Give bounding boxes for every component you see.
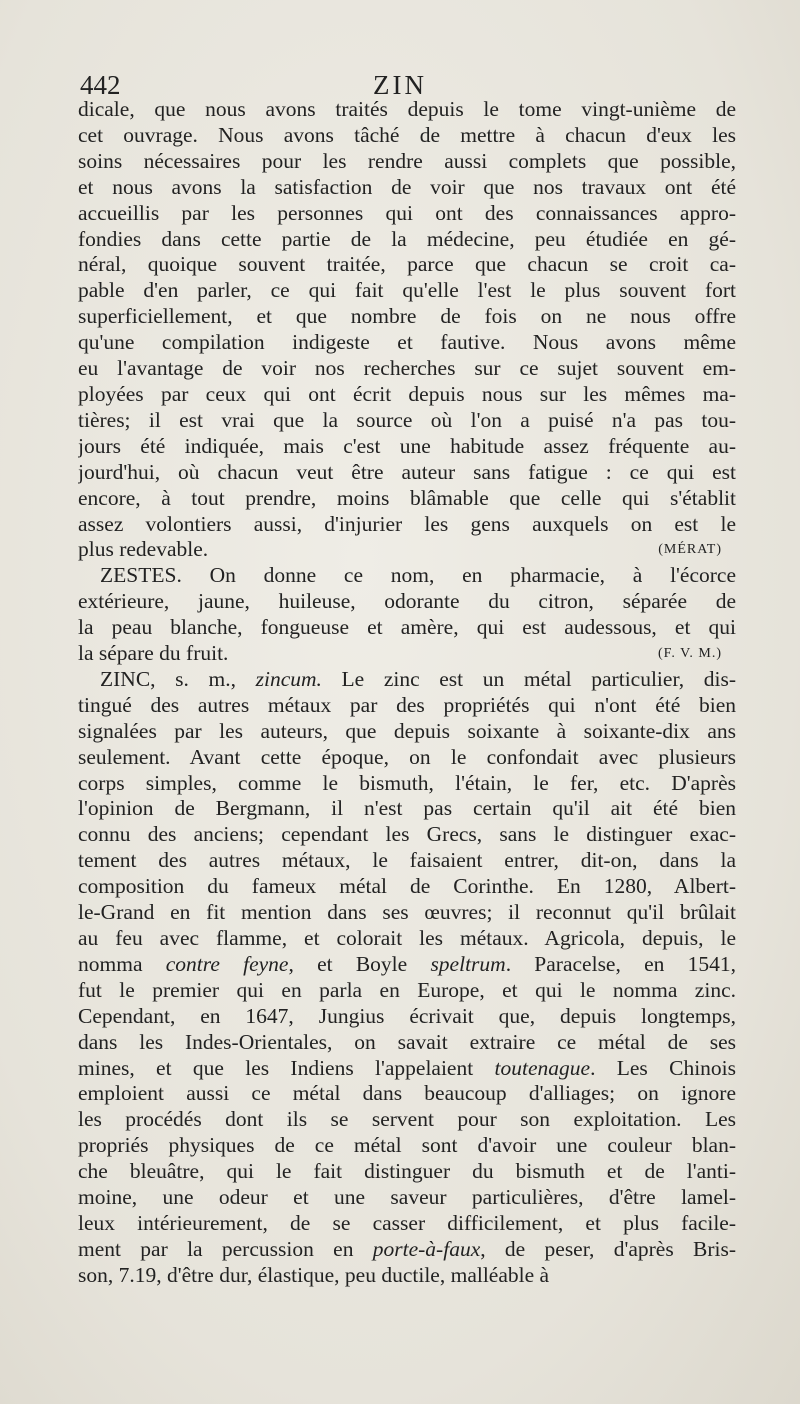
text-line: plus redevable. (MÉRAT) <box>78 537 722 562</box>
text-line: composition du fameux métal de Corinthe. En 1280, Albert- <box>78 874 736 899</box>
entry-headword: ZINC <box>100 666 151 691</box>
page-number: 442 <box>80 70 121 100</box>
author-signature: (MÉRAT) <box>658 542 722 558</box>
text-line: et nous avons la satisfaction de voir que nos travaux ont été <box>78 174 736 199</box>
article-zestes <box>78 563 736 667</box>
italic-term: porte-à-faux <box>372 1236 481 1261</box>
text-line: superficiellement, et que nombre de fois on ne nous offre <box>78 304 736 329</box>
text-line: le-Grand en fit mention dans ses œuvres; il reconnut qu'il brûlait <box>78 900 736 925</box>
text-line: extérieure, jaune, huileuse, odorante du citron, séparée de <box>78 589 736 614</box>
text-line: leux intérieurement, de se casser difficilement, et plus facile- <box>78 1210 736 1235</box>
text-line: tières; il est vrai que la source où l'on a puisé n'a pas tou- <box>78 407 736 432</box>
text-line: seulement. Avant cette époque, on le confondait avec plusieurs <box>78 744 736 769</box>
text-line: moine, une odeur et une saveur particulières, d'être lamel- <box>78 1185 736 1210</box>
text-line: ployées par ceux qui ont écrit depuis nous sur les mêmes ma- <box>78 381 736 406</box>
entry-headword: ZESTES. <box>100 563 182 588</box>
text-line: tement des autres métaux, le faisaient entrer, dit-on, dans la <box>78 848 736 873</box>
text-line: encore, à tout prendre, moins blâmable que celle qui s'établit <box>78 485 736 510</box>
text-line: nomma contre feyne, et Boyle speltrum. Paracelse, en 1541, <box>78 951 736 976</box>
text-line: au feu avec flamme, et colorait les métaux. Agricola, depuis, le <box>78 926 736 950</box>
body-text <box>78 97 736 1289</box>
text-line: eu l'avantage de voir nos recherches sur ce sujet souvent em- <box>78 356 736 381</box>
italic-term: toutenague <box>494 1055 591 1080</box>
article-zinc <box>78 667 736 1289</box>
text-line: Cependant, en 1647, Jungius écrivait que, depuis longtemps, <box>78 1003 736 1028</box>
paragraph-end-of-previous-article <box>78 97 736 563</box>
text-line: emploient aussi ce métal dans beaucoup d'alliages; on ignore <box>78 1081 736 1106</box>
text-line: cet ouvrage. Nous avons tâché de mettre à chacun d'eux les <box>78 122 736 147</box>
text-line: propriés physiques de ce métal sont d'avoir une couleur blan- <box>78 1133 736 1158</box>
text-line: néral, quoique souvent traitée, parce que chacun se croit ca- <box>78 252 736 277</box>
text-line: mines, et que les Indiens l'appelaient toutenague. Les Chinois <box>78 1055 736 1080</box>
italic-term: contre feyne <box>165 951 289 976</box>
text-line: ment par la percussion en porte-à-faux, de peser, d'après Bris- <box>78 1236 736 1261</box>
text-line: la sépare du fruit. (F. V. M.) <box>78 641 722 666</box>
text-line: la peau blanche, fongueuse et amère, qui est audessous, et qui <box>78 615 736 640</box>
text-line: tingué des autres métaux par des propriétés qui n'ont été bien <box>78 692 736 717</box>
text-line: fut le premier qui en parla en Europe, et qui le nomma zinc. <box>78 977 736 1002</box>
running-head: ZIN <box>373 70 427 100</box>
text-line: accueillis par les personnes qui ont des connaissances appro- <box>78 200 736 225</box>
text-line: qu'une compilation indigeste et fautive. Nous avons même <box>78 330 736 355</box>
text-line: pable d'en parler, ce qui fait qu'elle l'est le plus souvent fort <box>78 278 736 303</box>
text-line: dans les Indes-Orientales, on savait extraire ce métal de ses <box>78 1029 736 1054</box>
text-line: signalées par les auteurs, que depuis soixante à soixante-dix ans <box>78 718 736 743</box>
author-signature: (F. V. M.) <box>658 646 722 662</box>
text-line: son, 7.19, d'être dur, élastique, peu ductile, malléable à <box>78 1262 550 1287</box>
text-line: fondies dans cette partie de la médecine, peu étudiée en gé- <box>78 226 736 251</box>
text-line: ZESTES. On donne ce nom, en pharmacie, à l'écorce <box>100 563 736 588</box>
text-line: soins nécessaires pour les rendre aussi complets que possible, <box>78 148 736 173</box>
entry-grammar: , s. m., <box>150 666 256 691</box>
text-line: jourd'hui, où chacun veut être auteur sans fatigue : ce qui est <box>78 459 736 484</box>
text-line: l'opinion de Bergmann, il n'est pas certain qu'il ait été bien <box>78 796 736 821</box>
text-line: les procédés dont ils se servent pour son exploitation. Les <box>78 1107 736 1132</box>
text-line: ZINC, s. m., zincum. Le zinc est un métal particulier, dis- <box>100 666 736 691</box>
text-line: assez volontiers aussi, d'injurier les gens auxquels on est le <box>78 511 736 536</box>
entry-latin-name: zincum. <box>255 666 322 691</box>
text-line: corps simples, comme le bismuth, l'étain, le fer, etc. D'après <box>78 770 736 795</box>
text-line: connu des anciens; cependant les Grecs, sans le distinguer exac- <box>78 822 736 847</box>
italic-term: speltrum <box>430 951 506 976</box>
text-line: jours été indiquée, mais c'est une habitude assez fréquente au- <box>78 433 736 458</box>
text-line: dicale, que nous avons traités depuis le tome vingt-unième de <box>78 97 736 121</box>
text-line: che bleuâtre, qui le fait distinguer du bismuth et de l'anti- <box>78 1159 736 1184</box>
